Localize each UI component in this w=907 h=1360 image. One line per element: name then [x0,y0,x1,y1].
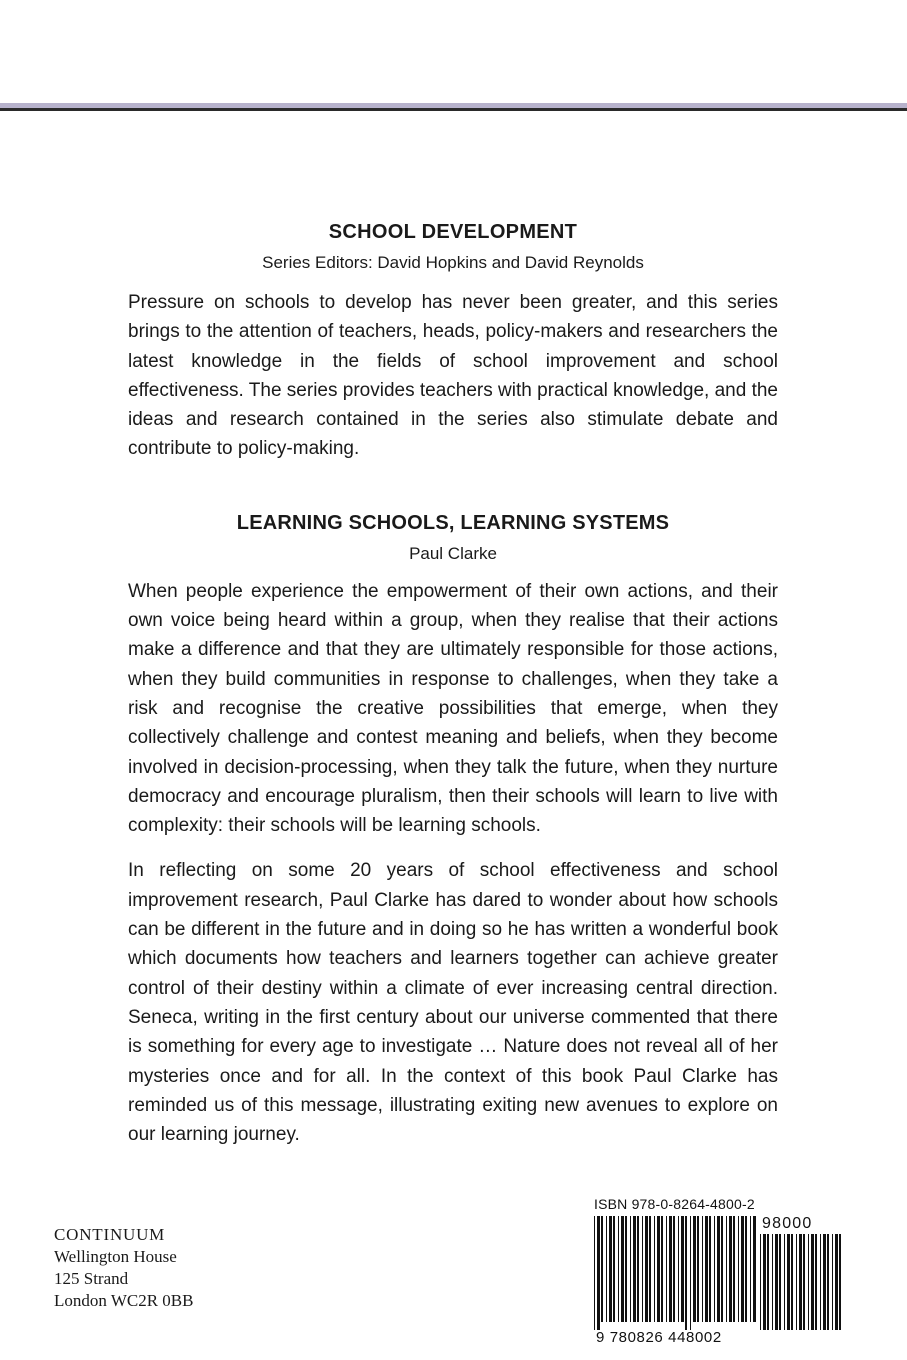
barcode-bar [673,1216,675,1322]
barcode [590,1214,845,1344]
publisher-address [54,1224,193,1312]
barcode-bar [609,1216,612,1322]
barcode-bar [815,1234,817,1330]
barcode-bar [763,1234,766,1330]
barcode-bar [702,1216,703,1322]
barcode-bar [760,1234,761,1330]
publisher-address-line-2: 125 Strand [54,1269,129,1288]
barcode-bar [594,1216,595,1330]
barcode-bar [601,1216,603,1322]
barcode-bar [606,1216,607,1322]
barcode-bar [637,1216,639,1322]
publisher-address-line-1: Wellington House [54,1247,177,1266]
series-title: SCHOOL DEVELOPMENT [328,221,578,243]
barcode-bar [697,1216,699,1322]
ean13-bars [594,1216,756,1330]
book-title: LEARNING SCHOOLS, LEARNING SYSTEMS [236,511,670,534]
barcode-bar [799,1234,802,1330]
barcode-bar [714,1216,715,1322]
book-blurb-paragraph-1: When people experience the empowerment of their own actions, and their own voice being heard within a group, when they realise that their actions make a difference and that they are ultimately responsible for those actions, when they build communities in response to challenges, when they take a risk and recognise the creative possibilities that emerge, when they collectively challenge and contest meaning and beliefs, when they become involved in decision-processing, when they talk the future, when they nurture democracy and encourage pluralism, then their schools will learn to live with complexity: their schools will be learning schools. [128,580,778,837]
barcode-bar [811,1234,814,1330]
barcode-bar [753,1216,756,1322]
barcode-bar [726,1216,727,1322]
barcode-bar [796,1234,797,1330]
barcode-bar [633,1216,636,1322]
barcode-bar [621,1216,624,1322]
barcode-bar [681,1216,684,1322]
barcode-bar [738,1216,739,1322]
book-blurb-paragraph-2: In reflecting on some 20 years of school effectiveness and school improvement research, Paul Clarke has dared to wonder about how schools can be different in the future and in doing so he has written a wonderful book which documents how teachers and learners together can achieve greater control of their destiny within a climate of ever increasing central direction. Seneca, writing in the first century about our universe commented that there is something for every age to investigate … Nature does not reveal all of her mysteries once and for all. In the context of this book Paul Clarke has reminded us of this message, illustrating exiting new avenues to explore on our learning journey. [128,860,778,1146]
barcode-bar [729,1216,732,1322]
back-cover-content [128,218,778,1149]
barcode-bar [625,1216,627,1322]
barcode-bar [693,1216,696,1322]
barcode-bar [750,1216,751,1322]
top-band [0,0,907,104]
barcode-bar [823,1234,826,1330]
barcode-bar [678,1216,679,1322]
barcode-bar [642,1216,643,1322]
barcode-bar [835,1234,838,1330]
barcode-bar [787,1234,790,1330]
barcode-addon-digits: 98000 [762,1215,813,1232]
book-author: Paul Clarke [409,543,497,563]
barcode-main-digits: 9 780826 448002 [596,1329,722,1344]
top-rule-dark [0,108,907,111]
publisher-name: CONTINUUM [54,1225,166,1244]
series-description: Pressure on schools to develop has never been greater, and this series brings to the attention of teachers, heads, policy-makers and researchers the latest knowledge in the fields of school improvement and school effectiveness. The series provides teachers with practical knowledge, and the ideas and research contained in the series also stimulate debate and contribute to policy-making. [128,292,778,460]
barcode-bar [784,1234,785,1330]
barcode-bar [839,1234,841,1330]
barcode-bar [820,1234,821,1330]
barcode-bar [657,1216,660,1322]
barcode-bar [630,1216,631,1322]
barcode-bar [745,1216,747,1322]
barcode-bar [685,1216,687,1330]
barcode-bar [721,1216,723,1322]
barcode-bar [654,1216,655,1322]
barcode-bar [705,1216,708,1322]
barcode-bar [709,1216,711,1322]
barcode-bar [597,1216,600,1330]
barcode-bar [669,1216,672,1322]
barcode-bar [645,1216,648,1322]
barcode-bar [827,1234,829,1330]
barcode-bar [613,1216,615,1322]
barcode-bar [649,1216,651,1322]
barcode-bar [618,1216,619,1322]
barcode-bar [779,1234,781,1330]
barcode-bar [803,1234,805,1330]
barcode-bar [775,1234,778,1330]
barcode-bar [690,1216,691,1330]
barcode-bar [666,1216,667,1322]
barcode-bar [791,1234,793,1330]
barcode-bar [717,1216,720,1322]
barcode-bar [661,1216,663,1322]
barcode-bar [741,1216,744,1322]
barcode-bar [767,1234,769,1330]
barcode-bar [772,1234,773,1330]
series-editors: Series Editors: David Hopkins and David Reynolds [262,253,644,272]
barcode-bar [808,1234,809,1330]
publisher-address-line-3: London WC2R 0BB [54,1291,194,1310]
barcode-bar [733,1216,735,1322]
addon-bars [760,1234,841,1330]
barcode-graphic [590,1214,845,1344]
isbn-label: ISBN 978-0-8264-4800-2 [594,1196,755,1212]
barcode-bar [832,1234,833,1330]
